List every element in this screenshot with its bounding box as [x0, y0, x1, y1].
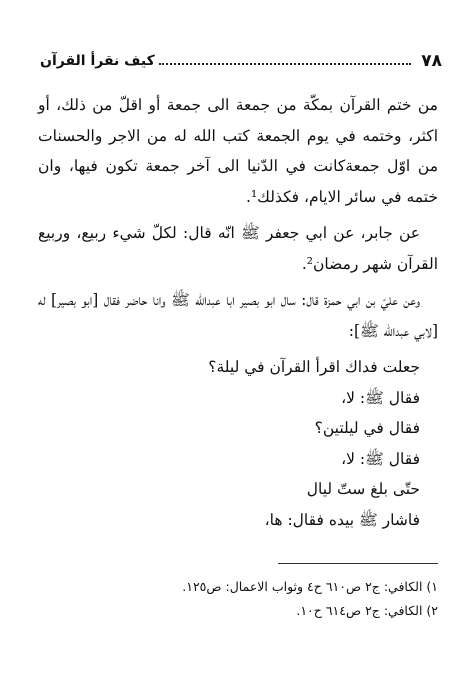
- dialogue-line: جعلت فداك اقرأ القرآن في ليلة؟: [208, 358, 420, 376]
- paragraph-3: وعن عليّ بن ابي حمزة قال: سال ابو بصير ابا عبدالله ﷺ وانا حاضر فقال [ابو بصير] له [لابي عبدالله ﷺ]:: [38, 291, 438, 340]
- dialogue-line: فاشار ﷺ بيده فقال: ها،: [264, 510, 420, 529]
- paragraph-2: عن جابر، عن ابي جعفر ﷺ انّه قال: لكلّ شيء ربيع، وربيع القرآن شهر رمضان².: [38, 224, 438, 273]
- paragraph-1: من ختم القرآن بمكّة من جمعة الى جمعة أو اقلّ من ذلك، أو اكثر، وختمه في يوم الجمعة كتب الله له من الاجر والحسنات من اوّل جمعةكانت في الدّنيا الى آخر جمعة تكون فيها، وان ختمه في سائر الايام، فكذلك¹.: [38, 96, 438, 206]
- dialogue-line: فقال ﷺ: لا،: [341, 449, 420, 468]
- page-number: ٧٨: [421, 51, 442, 71]
- dialogue-line: حتّى بلغ ستّ ليال: [306, 480, 420, 498]
- header-dotted-leader: [159, 63, 412, 65]
- footnote-2: ٢) الكافي: ج٢ ص٦١٤ ح١٠.: [296, 603, 438, 618]
- dialogue-line: فقال في ليلتين؟: [314, 419, 420, 437]
- footnote-divider: [278, 563, 438, 564]
- footnote-1: ١) الكافي: ج٢ ص٦١٠ ح٤ وثواب الاعمال: ص١٢٥.: [182, 579, 438, 594]
- dialogue-line: فقال ﷺ: لا،: [341, 388, 420, 407]
- page-header: [40, 50, 442, 72]
- footnotes: [38, 575, 438, 623]
- running-title: كيف نقرأ القرآن: [40, 53, 155, 69]
- main-text: [38, 90, 438, 535]
